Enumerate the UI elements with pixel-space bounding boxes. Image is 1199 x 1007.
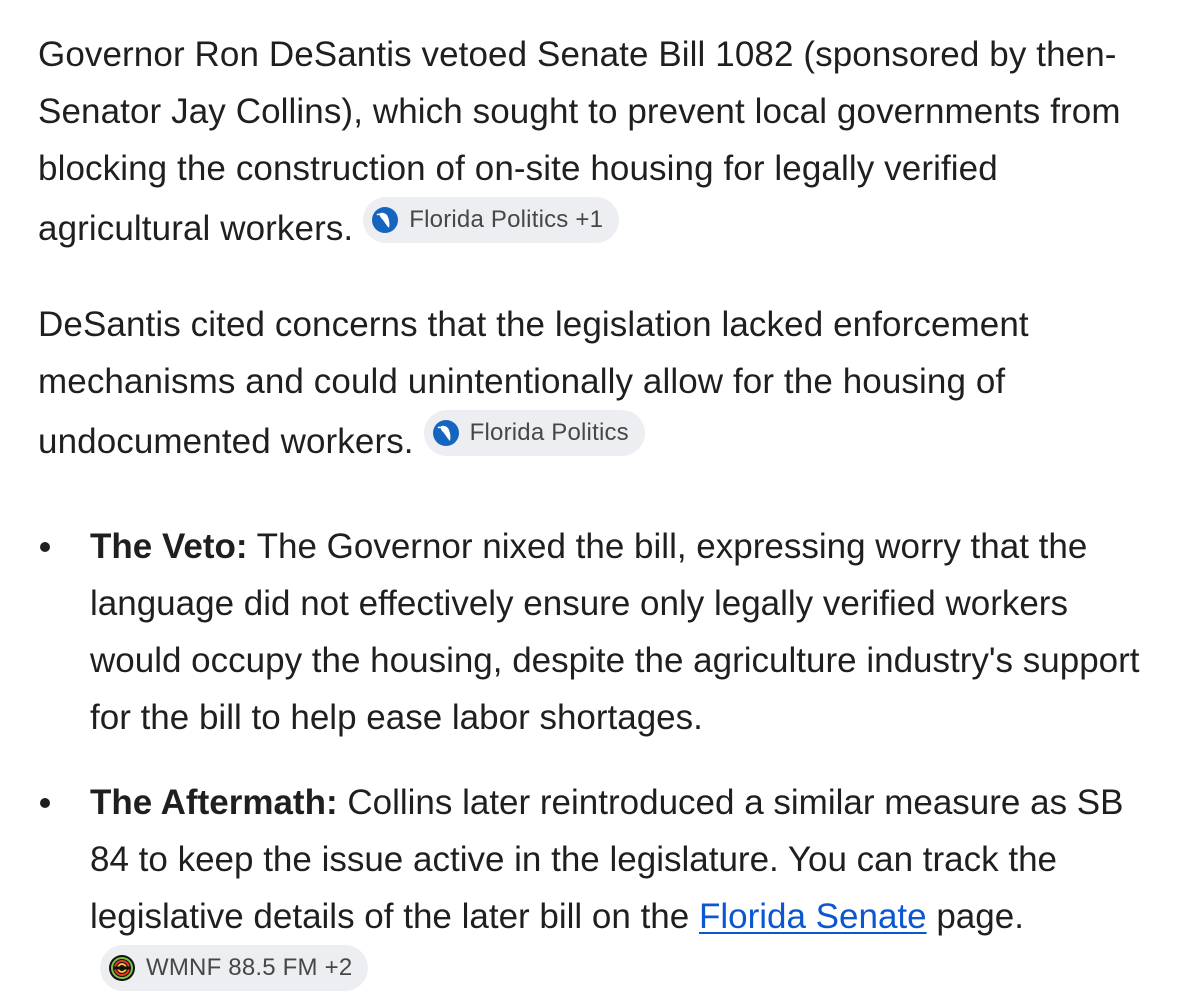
- wmnf-logo-icon: [108, 954, 136, 982]
- florida-senate-link[interactable]: Florida Senate: [698, 897, 927, 936]
- response-content: [38, 26, 1168, 1005]
- list-item: [38, 774, 1168, 1005]
- source-chip-florida-politics[interactable]: [363, 197, 619, 243]
- source-chip-wmnf[interactable]: [100, 945, 368, 991]
- florida-politics-logo-icon: [371, 206, 399, 234]
- bullet-dot: [40, 798, 50, 808]
- paragraph-veto-reason: [38, 296, 1168, 470]
- bullet-list: [38, 518, 1168, 1005]
- source-chip-florida-politics[interactable]: [424, 410, 645, 456]
- bullet-text: Collins later reintroduced a similar measure as SB 84 to keep the issue active in the legislature. You can track the legislative details of the later bill on the: [90, 783, 1124, 936]
- bullet-text: The Governor nixed the bill, expressing worry that the language did not effectively ensure only legally verified workers would occupy the housing, despite the agriculture industry's support for the bill to help ease labor shortages.: [90, 527, 1140, 737]
- source-chip-label: WMNF 88.5 FM +2: [146, 954, 353, 981]
- source-chip-label: Florida Politics +1: [409, 206, 604, 233]
- source-chip-label: Florida Politics: [469, 419, 629, 446]
- bullet-heading: The Veto:: [90, 527, 248, 566]
- bullet-text-after-link: page.: [926, 897, 1024, 936]
- bullet-dot: [40, 542, 50, 552]
- paragraph-text: DeSantis cited concerns that the legislation lacked enforcement mechanisms and could unintentionally allow for the housing of undocumented workers.: [38, 305, 1029, 461]
- bullet-heading: The Aftermath:: [90, 783, 338, 822]
- florida-politics-logo-icon: [432, 419, 460, 447]
- paragraph-veto-summary: [38, 26, 1168, 257]
- list-item: [38, 518, 1168, 746]
- paragraph-text: Governor Ron DeSantis vetoed Senate Bill 1082 (sponsored by then-Senator Jay Collins), which sought to prevent local governments from blocking the construction of on-site housing for legally verified agricultural workers.: [38, 35, 1121, 248]
